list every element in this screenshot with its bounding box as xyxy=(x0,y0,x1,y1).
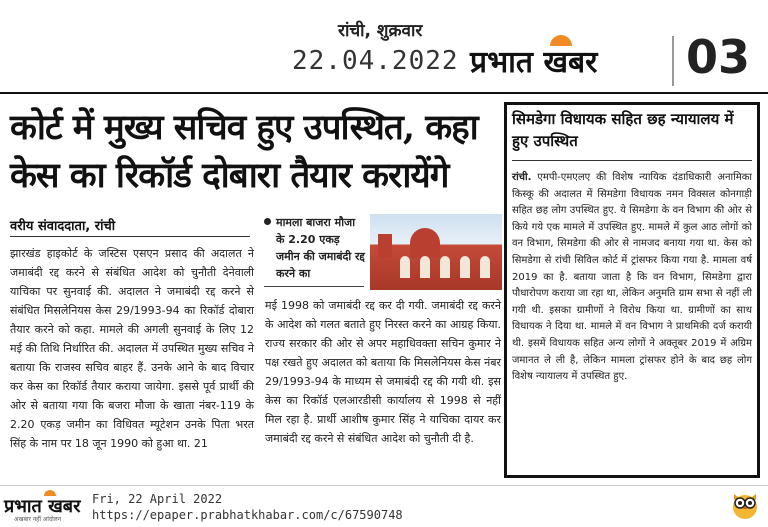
edition-date: 22.04.2022 xyxy=(292,46,459,76)
photo-tower xyxy=(378,234,392,258)
newspaper-logo: प्रभात खबर xyxy=(470,45,598,80)
owl-icon xyxy=(730,488,760,520)
side-story-text: एमपी-एमएलए की विशेष न्यायिक दंडाधिकारी अनामिका किस्कू की अदालत में सिमडेगा विधायक नमन विक्सल कोनगाड़ी सहित छह लोग उपस्थित हुए. ये सिमडेगा के वन विभाग की ओर से किये गये एक मामले में उपस्थित हुए. मामले में कुल आठ लोगों को वन विभाग, सिमडेगा की ओर से नामजद बनाया गया था. केस को सिमडेगा से रांची सिविल कोर्ट में ट्रांसफर किया गया है. मामला वर्ष 2019 का है. बताया जाता है कि वन विभाग, सिमडेगा द्वारा पौधारोपण कराया जा रहा था, लेकिन अनुमति ग्राम सभा से नहीं ली गयी थी. इसका ग्रामीणों ने विरोध किया था. ग्रामीणों का साथ विधायक ने दिया था. मामले में वन विभाग ने प्राथमिकी दर्ज करायी थी. इसमें विधायक सहित अन्य लोगों ने अक्तूबर 2019 में अग्रिम जमानत ले ली है, लेकिन मामला ट्रांसफर होने के बाद छह लोग विशेष न्यायालय में उपस्थित हुए. xyxy=(512,172,752,383)
side-story-headline: सिमडेगा विधायक सहित छह न्यायालय में हुए उपस्थित xyxy=(512,110,734,150)
pull-quote-rule xyxy=(264,286,364,287)
main-headline: कोर्ट में मुख्य सचिव हुए उपस्थित, कहा केस का रिकॉर्ड दोबारा तैयार करायेंगे xyxy=(10,107,478,196)
masthead-divider xyxy=(672,36,674,86)
masthead-rule xyxy=(0,92,768,94)
footer-date: Fri, 22 April 2022 xyxy=(92,492,223,506)
photo-arch xyxy=(400,256,410,278)
footer-tagline: अखबार नहीं आंदोलन xyxy=(14,516,62,523)
court-building-photo xyxy=(370,214,502,290)
dateline-city-day: रांची, शुक्रवार xyxy=(338,21,423,41)
side-story-rule xyxy=(512,160,752,161)
photo-arch xyxy=(440,256,450,278)
footer-logo: प्रभात खबर xyxy=(4,496,81,517)
photo-arch xyxy=(460,256,470,278)
side-story-dateline: रांची. xyxy=(512,172,532,183)
byline: वरीय संवाददाता, रांची xyxy=(10,219,116,234)
footer-url[interactable]: https://epaper.prabhatkhabar.com/c/67590748 xyxy=(92,508,403,522)
photo-arch xyxy=(420,256,430,278)
side-story-body xyxy=(512,170,752,386)
pull-quote: मामला बाजरा मौजा के 2.20 एकड़ जमीन की जमाबंदी रद्द करने का xyxy=(276,216,365,280)
photo-dome xyxy=(410,228,440,258)
story-column-1: झारखंड हाइकोर्ट के जस्टिस एसएन प्रसाद की अदालत ने जमाबंदी रद्द करने से संबंधित आदेश को चुनौती देनेवाली याचिका पर सुनवाई की. अदालत ने जमाबंदी रद्द करने से संबंधित मिसलेनियस केस 29/1993-94 का रिकॉर्ड दोबारा तैयार करने को कहा. मामले की अगली सुनवाई के लिए 12 मई की तिथि निर्धारित की. अदालत में उपस्थित मुख्य सचिव ने बताया कि राजस्व सचिव बाहर हैं. उनके आने के बाद विचार कर केस का रिकॉर्ड तैयार कराया जायेगा. इससे पूर्व प्रार्थी की ओर से बताया गया कि बजरा मौजा के खाता नंबर-119 के 2.20 एकड़ जमीन का विधिवत म्यूटेशन उनके पिता भरत सिंह के नाम पर 18 जून 1990 को हुआ था. 21 xyxy=(10,247,254,450)
byline-rule xyxy=(10,236,250,237)
photo-arch xyxy=(480,256,490,278)
page-number: 03 xyxy=(686,30,751,84)
bullet-icon xyxy=(264,218,271,225)
story-column-2: मई 1998 को जमाबंदी रद्द कर दी गयी. जमाबंदी रद्द करने के आदेश को गलत बताते हुए निरस्त करने का आग्रह किया. राज्य सरकार की ओर से अपर महाधिवक्ता सचिन कुमार ने पक्ष रखते हुए अदालत को बताया कि मिसलेनियस केस नंबर 29/1993-94 के माध्यम से जमाबंदी रद्द की गयी थी. इस केस का रिकॉर्ड एलआरडीसी कार्यालय से 1998 से नहीं मिल रहा है. प्रार्थी आशीष कुमार सिंह ने याचिका दायर कर जमाबंदी रद्द करने से संबंधित आदेश को चुनौती दी है. xyxy=(265,299,501,445)
footer-rule xyxy=(0,485,768,486)
